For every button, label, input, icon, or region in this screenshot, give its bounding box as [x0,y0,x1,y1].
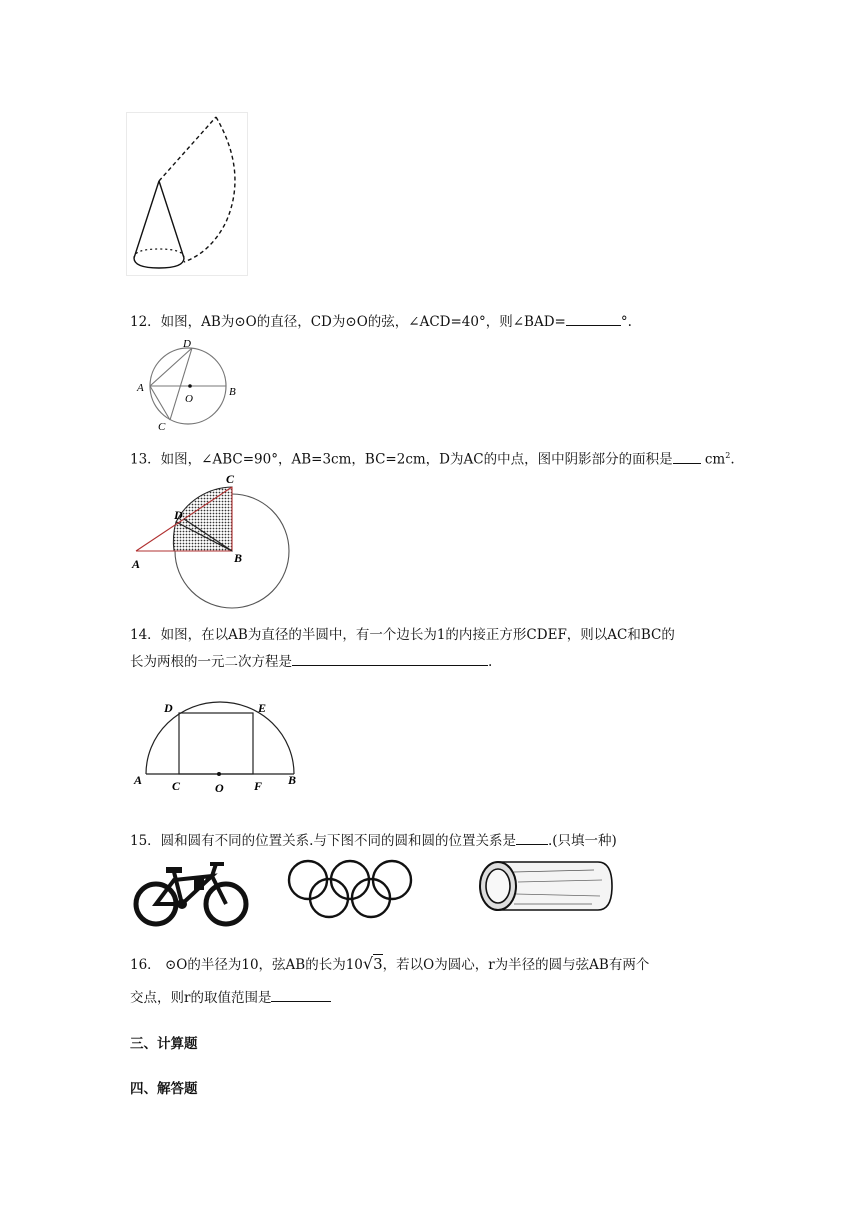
sector-arc-dashed [184,117,235,262]
label-d: D [174,508,183,522]
q12-answer-blank[interactable] [566,311,621,326]
question-12 [130,311,632,332]
q14-end: . [488,654,493,670]
label-b: B [229,386,236,398]
cone-right-edge [159,181,184,258]
label-o: O [185,393,193,405]
sqrt-sign: √ [362,954,374,973]
q15-answer-blank[interactable] [516,830,548,845]
label-d: D [183,338,191,350]
label-c: C [226,472,235,486]
q15-suffix: .(只填一种) [547,833,617,849]
question-14 [130,625,675,645]
label-b: B [234,551,243,565]
question-15 [130,830,617,851]
label-o: O [215,781,224,795]
cone-base-back [134,249,184,258]
q14-line1: 14．如图，在以AB为直径的半圆中，有一个边长为1的内接正方形CDEF，则以AC和BC的 [130,627,675,643]
label-b: B [288,773,297,787]
section-answer: 四、解答题 [130,1081,198,1097]
q16-line1-a: 16． ⊙O的半径为10，弦AB的长为10 [130,957,363,973]
label-a: A [132,557,141,571]
q13-text: 13．如图，∠ABC=90°，AB=3cm，BC=2cm，D为AC的中点，图中阴影部分的面积是 [130,451,673,468]
bicycle-image [130,858,252,928]
cone-left-edge [134,181,159,258]
label-c: C [172,779,181,793]
question-16-line2 [130,987,331,1008]
q13-unit-sup: 2 [725,451,731,460]
center-dot [217,772,221,776]
q12-suffix: °. [620,314,632,330]
pipe-image [474,856,616,926]
q16-answer-blank[interactable] [271,987,331,1002]
q13-unit: cm [704,451,726,468]
question-16 [130,954,649,975]
q14-line2-text: 长为两根的一元二次方程是 [130,654,292,670]
label-e: E [258,701,267,715]
q13-triangle-circle-figure [128,470,294,614]
q14-answer-blank[interactable] [292,651,488,666]
label-c: C [158,421,166,433]
section-calculation: 三、计算题 [130,1036,198,1052]
center-dot [188,384,192,388]
question-13 [130,446,735,470]
sqrt-radicand: 3 [373,955,383,973]
label-a: A [134,773,143,787]
olympic-rings-image [286,858,418,920]
square-cdef [179,713,253,774]
cone-base-front [134,258,184,268]
q12-text: 12．如图，AB为⊙O的直径，CD为⊙O的弦，∠ACD=40°，则∠BAD= [130,314,566,330]
q13-answer-blank[interactable] [673,449,701,464]
q16-line1-b: ，若以O为圆心，r为半径的圆与弦AB有两个 [382,957,650,973]
sector-radius-dashed [159,117,216,181]
cone-figure-frame [127,113,248,276]
q15-text: 15．圆和圆有不同的位置关系.与下图不同的圆和圆的位置关系是 [130,833,516,849]
q16-line2-text: 交点，则r的取值范围是 [130,990,272,1006]
label-f: F [254,779,263,793]
cone-figure [126,112,248,276]
question-14-line2 [130,651,492,672]
label-d: D [164,701,173,715]
segment-ac [150,386,170,420]
q12-circle-figure [132,336,244,436]
q14-semicircle-figure [130,698,302,796]
chord-cd [170,348,192,420]
q13-end: . [730,451,735,468]
label-a: A [137,382,144,394]
